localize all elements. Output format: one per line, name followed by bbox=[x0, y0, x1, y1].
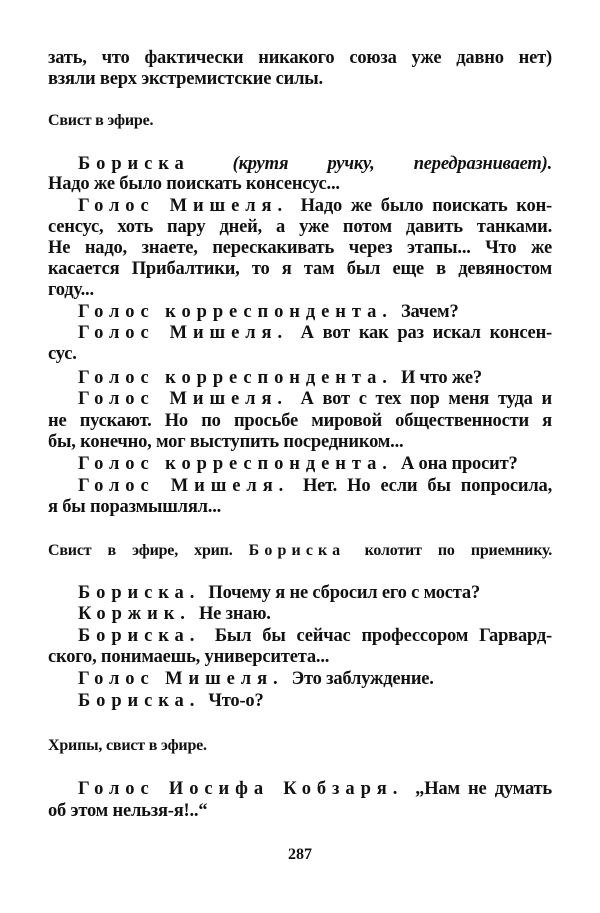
speaker-name: Голос Мишеля. bbox=[78, 669, 284, 689]
text-line bbox=[48, 343, 552, 365]
line-text: Свист в эфире, хрип. bbox=[48, 542, 233, 559]
speaker-name: Голос корреспондента. bbox=[78, 454, 393, 474]
speaker-name: Голос Мишеля. bbox=[78, 196, 289, 216]
text-line bbox=[78, 778, 552, 800]
line-text: взяли верх экстремистские силы. bbox=[48, 69, 323, 89]
line-text: Хрипы, свист в эфире. bbox=[48, 737, 207, 754]
text-line bbox=[48, 800, 552, 822]
line-text: А вот как раз искал консен- bbox=[300, 323, 552, 343]
stage-remark: (крутя ручку, передразнивает). bbox=[232, 154, 552, 174]
line-text: об этом нельзя-я!..“ bbox=[48, 801, 208, 821]
text-line bbox=[78, 625, 552, 647]
page-number: 287 bbox=[288, 846, 312, 863]
line-text: колотит по приемнику. bbox=[364, 542, 552, 559]
line-text: Нет. Но если бы попросила, bbox=[302, 476, 552, 496]
text-line bbox=[78, 388, 552, 410]
speaker-name: Коржик. bbox=[78, 604, 191, 624]
text-line bbox=[48, 279, 552, 301]
line-text: Надо же было поискать консенсус... bbox=[48, 174, 340, 194]
line-text: я бы поразмышлял... bbox=[48, 497, 222, 517]
speaker-name: Голос корреспондента. bbox=[78, 368, 393, 388]
text-line bbox=[48, 431, 552, 453]
text-line bbox=[78, 195, 552, 217]
line-text: Это заблуждение. bbox=[291, 669, 434, 689]
speaker-name: Голос Мишеля. bbox=[78, 476, 290, 496]
line-text: „Нам не думать bbox=[415, 779, 552, 799]
text-line bbox=[78, 153, 552, 175]
line-text: Что-о? bbox=[208, 691, 264, 711]
speaker-name: Бориска. bbox=[78, 691, 201, 711]
stage-direction bbox=[48, 110, 552, 132]
text-line bbox=[78, 475, 552, 497]
line-text: бы, конечно, мог выступить посредником... bbox=[48, 432, 404, 452]
text-line bbox=[48, 410, 552, 432]
speaker-name: Голос Мишеля. bbox=[78, 323, 288, 343]
text-line bbox=[48, 496, 552, 518]
text-line bbox=[78, 301, 552, 323]
stage-direction bbox=[48, 735, 552, 757]
line-text: И что же? bbox=[400, 368, 482, 388]
line-text: А она просит? bbox=[400, 454, 518, 474]
speaker-name: Бориска. bbox=[78, 626, 201, 646]
speaker-name: Голос Иосифа Кобзаря. bbox=[78, 779, 404, 799]
text-line bbox=[78, 367, 552, 389]
text-line bbox=[78, 453, 552, 475]
text-line bbox=[48, 646, 552, 668]
text-line bbox=[78, 582, 552, 604]
speaker-name: Голос корреспондента. bbox=[78, 302, 393, 322]
speaker-name: Бориска. bbox=[78, 583, 201, 603]
line-text: Не надо, знаете, перескакивать через этапы... Что же bbox=[48, 238, 552, 258]
line-text: А вот с тех пор меня туда и bbox=[300, 389, 552, 409]
speaker-name: Бориска bbox=[248, 542, 346, 559]
line-text: касается Прибалтики, то я там был еще в девяностом bbox=[48, 259, 552, 279]
text-line bbox=[78, 322, 552, 344]
line-text: не пускают. Но по просьбе мировой общественности я bbox=[48, 411, 552, 431]
line-text: Надо же было поискать кон- bbox=[300, 196, 552, 216]
stage-direction bbox=[48, 540, 552, 562]
text-line bbox=[78, 603, 552, 625]
line-text: сенсус, хоть пару дней, а уже потом давить танками. bbox=[48, 217, 552, 237]
line-text: Почему я не сбросил его с моста? bbox=[208, 583, 480, 603]
line-text: зать, что фактически никакого союза уже давно нет) bbox=[48, 48, 552, 68]
text-line bbox=[48, 68, 552, 90]
line-text: Не знаю. bbox=[198, 604, 271, 624]
text-line bbox=[48, 173, 552, 195]
line-text: ского, понимаешь, университета... bbox=[48, 647, 330, 667]
line-text: сус. bbox=[48, 344, 77, 364]
speaker-name: Голос Мишеля. bbox=[78, 389, 288, 409]
text-line bbox=[78, 668, 552, 690]
text-line bbox=[48, 258, 552, 280]
text-line bbox=[78, 690, 552, 712]
line-text: Зачем? bbox=[400, 302, 459, 322]
line-text: году... bbox=[48, 280, 94, 300]
line-text: Был бы сейчас профессором Гарвард- bbox=[214, 626, 552, 646]
text-line bbox=[48, 47, 552, 69]
line-text: Свист в эфире. bbox=[48, 112, 154, 129]
text-line bbox=[48, 216, 552, 238]
speaker-name: Бориска bbox=[78, 154, 190, 174]
text-line bbox=[48, 237, 552, 259]
